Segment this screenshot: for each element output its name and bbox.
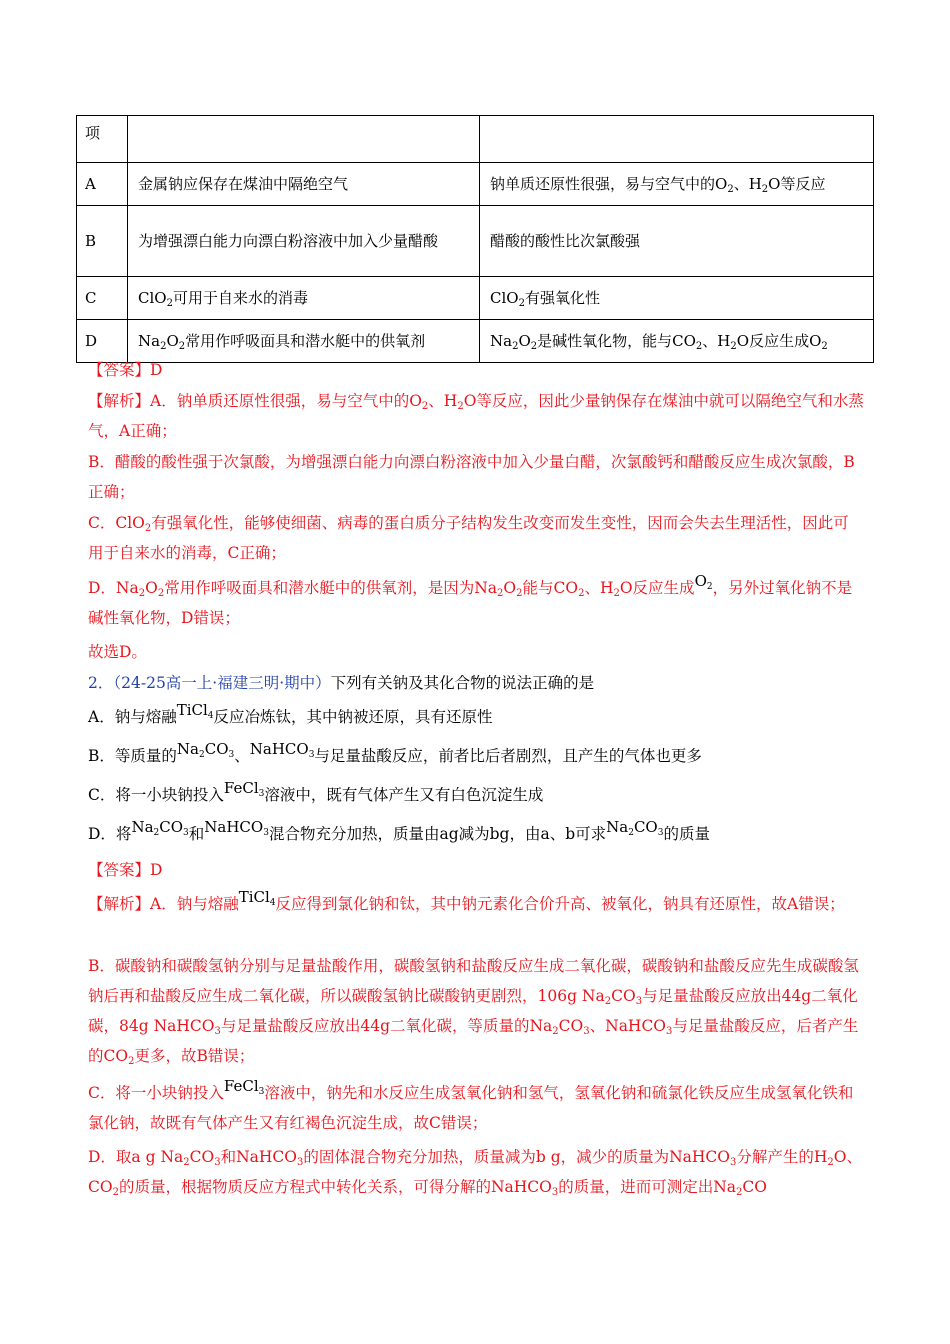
reason-cell: $Na_2O_2$是碱性氧化物，能与$CO_2$、$H_2O$反应生成$O_2$ [480,320,874,363]
na2co3-formula: $Na_2CO_3$ [176,740,235,760]
q1-analysis-b: B．醋酸的酸性强于次氯酸，为增强漂白能力向漂白粉溶液中加入少量白醋，次氯酸钙和醋酸反应生成次氯酸，B正确； [88,453,855,501]
question-text: 下列有关钠及其化合物的说法正确的是 [330,674,595,692]
q2-stem [88,668,864,698]
fecl3-formula: FeCl$_3$ [223,1077,265,1097]
reason-cell: ClO$_2$有强氧化性 [480,277,874,320]
q1-analysis-a: 【解析】A．钠单质还原性很强，易与空气中的$O_2$、$H_2O$等反应，因此少量钠保存在煤油中就可以隔绝空气和水蒸气，A正确； [88,392,864,440]
nahco3-formula: NaHCO$_3$ [204,818,269,838]
q2-option-a: A．钠与熔融TiCl$_4$反应冶炼钛，其中钠被还原，具有还原性 [88,701,493,726]
statement-cell: 金属钠应保存在煤油中隔绝空气 [128,163,480,206]
table-row [77,277,874,320]
q2-analysis-d: D．取a g $Na_2CO_3$和NaHCO$_3$的固体混合物充分加热，质量减为b g，减少的质量为NaHCO$_3$分解产生的$H_2O$、$CO_2$的质量，根据物质反应方程式中转化关系，可得分解的NaHCO$_3$的质量，进而可测定出$Na_2CO$ [88,1148,863,1198]
q2-analysis-a: 【解析】A．钠与熔融TiCl$_4$反应得到氯化钠和钛，其中钠元素化合价升高、被氧化，钠具有还原性，故A错误； [88,888,845,913]
table-row [77,163,874,206]
table-row [77,116,874,163]
fecl3-formula: FeCl$_3$ [223,779,265,799]
q2-analysis-b: B．碳酸钠和碳酸氢钠分别与足量盐酸作用，碳酸氢钠和盐酸反应生成二氧化碳，碳酸钠和盐酸反应先生成碳酸氢钠后再和盐酸反应生成二氧化碳，所以碳酸氢钠比碳酸钠更剧烈，106g $Na_2CO_3$与足量盐酸反应放出44g二氧化碳，84g NaHCO$_3$与足量盐酸反应放出44g二氧化碳，等质量的$Na_2CO_3$、NaHCO$_3$与足量盐酸反应，后者产生的$CO_2$更多，故B错误； [88,957,859,1067]
row-label: D [77,320,128,363]
q2-answer: 【答案】D [88,861,163,879]
table-row [77,206,874,277]
q2-option-d: D．将$Na_2CO_3$和NaHCO$_3$混合物充分加热，质量由ag减为bg，由a、b可求$Na_2CO_3$的质量 [88,818,710,843]
q2-analysis-c: C．将一小块钠投入FeCl$_3$溶液中，钠先和水反应生成氢氧化钠和氢气，氢氧化钠和硫氯化铁反应生成氢氧化铁和氯化钠，故既有气体产生又有红褐色沉淀生成，故C错误； [88,1077,854,1132]
reason-cell: 醋酸的酸性比次氯酸强 [480,206,874,277]
reason-cell [480,116,874,163]
q1-conclusion: 故选D。 [88,643,147,661]
statement-cell: $Na_2O_2$常用作呼吸面具和潜水艇中的供氧剂 [128,320,480,363]
row-label: B [77,206,128,277]
statement-cell: ClO$_2$可用于自来水的消毒 [128,277,480,320]
q2-option-b: B．等质量的$Na_2CO_3$、NaHCO$_3$与足量盐酸反应，前者比后者剧烈，且产生的气体也更多 [88,740,702,765]
ticl4-formula: TiCl$_4$ [176,701,214,721]
nahco3-formula: NaHCO$_3$ [249,740,315,760]
row-label: A [77,163,128,206]
reason-cell: 钠单质还原性很强，易与空气中的$O_2$、$H_2O$等反应 [480,163,874,206]
q1-analysis-c: C．ClO$_2$有强氧化性，能够使细菌、病毒的蛋白质分子结构发生改变而发生变性，因而会失去生理活性，因此可用于自来水的消毒，C正确； [88,514,849,562]
row-label: C [77,277,128,320]
q1-answer: 【答案】D [88,361,163,379]
question-source-link[interactable]: （24-25高一上·福建三明·期中） [113,674,331,692]
question-number: 2． [88,674,114,692]
o2-formula: $O_2$ [694,572,713,592]
na2co3-formula: $Na_2CO_3$ [606,818,664,838]
comparison-table [76,115,874,363]
q1-analysis-d: D．$Na_2O_2$常用作呼吸面具和潜水艇中的供氧剂，是因为$Na_2O_2$能与$CO_2$、$H_2O$反应生成$O_2$，另外过氧化钠不是碱性氧化物，D错误； [88,572,853,627]
row-label: 项 [77,116,128,163]
na2co3-formula: $Na_2CO_3$ [131,818,189,838]
ticl4-formula: TiCl$_4$ [238,888,276,908]
statement-cell [128,116,480,163]
statement-cell: 为增强漂白能力向漂白粉溶液中加入少量醋酸 [128,206,480,277]
q2-option-c: C．将一小块钠投入FeCl$_3$溶液中，既有气体产生又有白色沉淀生成 [88,779,544,804]
